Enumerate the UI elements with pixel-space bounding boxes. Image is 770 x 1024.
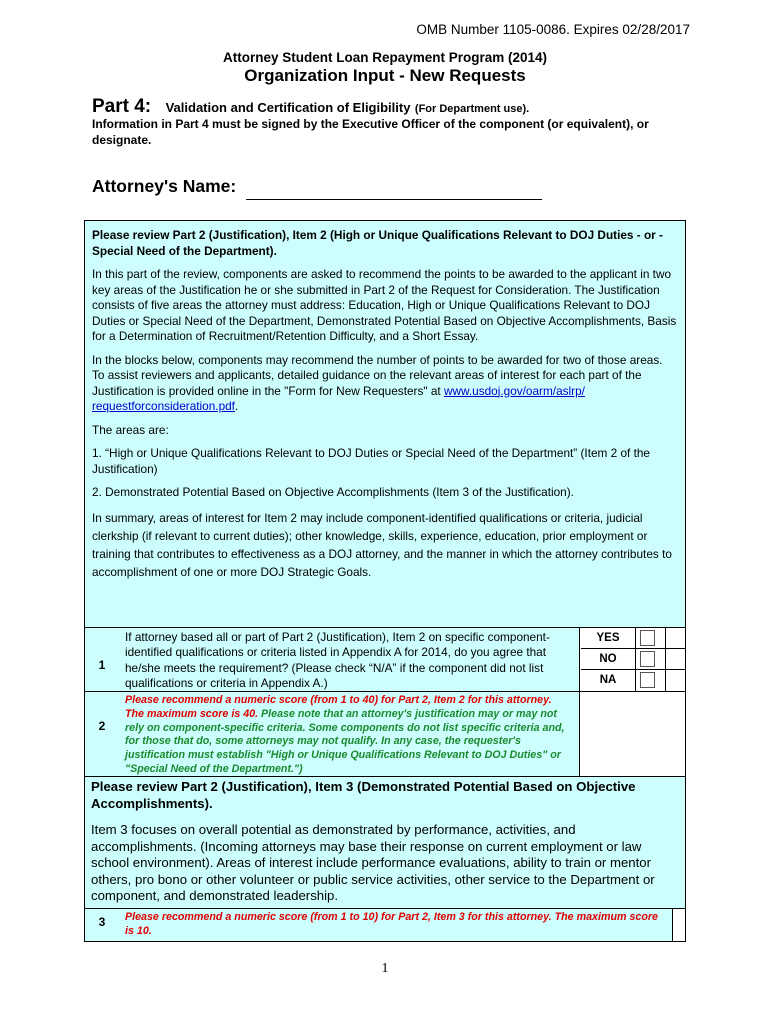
part4-heading: [92, 96, 529, 118]
attorney-name-label: Attorney's Name:: [92, 176, 237, 196]
area-1: 1. “High or Unique Qualifications Relevant to DOJ Duties or Special Need of the Department” (Item 2 of the Justification): [92, 446, 650, 476]
option-na: [581, 670, 685, 691]
part4-label: Part 4:: [92, 96, 152, 117]
section1-para2-text: In the blocks below, components may recommend the number of points to be awarded for two of those areas. To assist reviewers and applicants, detailed guidance on the relevant areas of interest for each part of the Justification is provided online in the "Form for New Requesters" at: [92, 352, 663, 398]
item1-number: 1: [85, 628, 120, 691]
program-title: Attorney Student Loan Repayment Program (2014): [222, 50, 548, 65]
item3-row: [84, 908, 686, 942]
section1-heading: Please review Part 2 (Justification), Item 2 (High or Unique Qualifications Relevant to DOJ Duties - or - Special Need of the Department).: [92, 228, 663, 258]
areas-intro: The areas are:: [92, 422, 169, 437]
option-no: [581, 649, 685, 670]
item3-instruction: Please recommend a numeric score (from 1 to 10) for Part 2, Item 3 for this attorney. The maximum score is 10.: [125, 911, 658, 937]
section2-body: Item 3 focuses on overall potential as demonstrated by performance, activities, and accomplishments. (Incoming attorneys may base their response on current employment or law school environment). Areas of interest include performance evaluations, ability to train or mentor others, pro bono or other volunteer or public service activities, other service to the Department or component, and demonstrated leadership.: [91, 822, 655, 903]
item2-note: Please note that an attorney's justification may or may not rely on component-specific criteria. Some components do not list specific criteria and, for those that do, some attorneys may not qualify. In any case, the requester's justification must establish "High or Unique Qualifications Relevant to DOJ Duties" or "Special Need of the Department."): [125, 707, 565, 775]
section2-heading: Please review Part 2 (Justification), Item 3 (Demonstrated Potential Based on Objective Accomplishments).: [91, 779, 636, 811]
page-title: Organization Input - New Requests: [244, 66, 526, 85]
part4-info: Information in Part 4 must be signed by the Executive Officer of the component (or equivalent), or designate.: [92, 117, 649, 147]
attorney-name-field[interactable]: [246, 199, 542, 200]
omb-number: OMB Number 1105-0086. Expires 02/28/2017: [416, 22, 690, 37]
item3-number: 3: [85, 909, 120, 941]
part4-note: (For Department use).: [414, 103, 530, 115]
item3-text: [119, 909, 673, 941]
section1-summary: In summary, areas of interest for Item 2 may include component-identified qualifications or criteria, judicial clerkship (if relevant to current duties); other knowledge, skills, experience, education, prior employment or training that contributes to effectiveness as a DOJ attorney, and the manner in which the attorney contributes to accomplishment of one or more DOJ Strategic Goals.: [92, 510, 672, 579]
item2-number: 2: [85, 692, 120, 776]
option-yes: [581, 628, 685, 649]
section-item2-instructions: [84, 220, 686, 628]
section1-para2-end: .: [234, 399, 239, 413]
area-2: 2. Demonstrated Potential Based on Objective Accomplishments (Item 3 of the Justification).: [92, 485, 574, 499]
option-na-label: NA: [599, 674, 617, 686]
item3-score-field[interactable]: [673, 909, 685, 941]
na-checkbox[interactable]: [640, 672, 655, 688]
yes-checkbox[interactable]: [640, 630, 655, 646]
item2-text: [119, 692, 580, 776]
option-no-label: NO: [599, 653, 617, 665]
section1-para2: [92, 353, 678, 415]
part4-subtitle: Validation and Certification of Eligibility: [165, 100, 411, 115]
option-yes-label: YES: [596, 632, 620, 644]
section1-para1: In this part of the review, components are asked to recommend the points to be awarded to the applicant in two key areas of the Justification he or she submitted in Part 2 of the Request for Consideration. The Justification consists of five areas the attorney must address: Education, High or Unique Qualifications Relevant to DOJ Duties or Special Need of the Department, Demonstrated Potential Based on Objective Accomplishments, Basis for a Determination of Recruitment/Retention Difficulty, and a Short Essay.: [92, 267, 677, 343]
item1-text: If attorney based all or part of Part 2 (Justification), Item 2 on specific component-identified qualifications or criteria listed in Appendix A for 2014, do you agree that he/she meets the requirement? (Please check “N/A” if the component did not list qualifications or criteria in Appendix A.): [119, 628, 580, 691]
no-checkbox[interactable]: [640, 651, 655, 667]
page-number: 1: [381, 961, 389, 976]
item2-row: [84, 691, 686, 777]
item2-score-field[interactable]: [581, 692, 685, 776]
section-item3-instructions: [84, 776, 686, 909]
item1-row: [84, 627, 686, 692]
guidance-link[interactable]: www.usdoj.gov/oarm/aslrp/ requestforconsideration.pdf: [92, 383, 585, 413]
item2-instruction: Please recommend a numeric score (from 1 to 40) for Part 2, Item 2 for this attorney. The maximum score is 40.: [125, 694, 552, 720]
